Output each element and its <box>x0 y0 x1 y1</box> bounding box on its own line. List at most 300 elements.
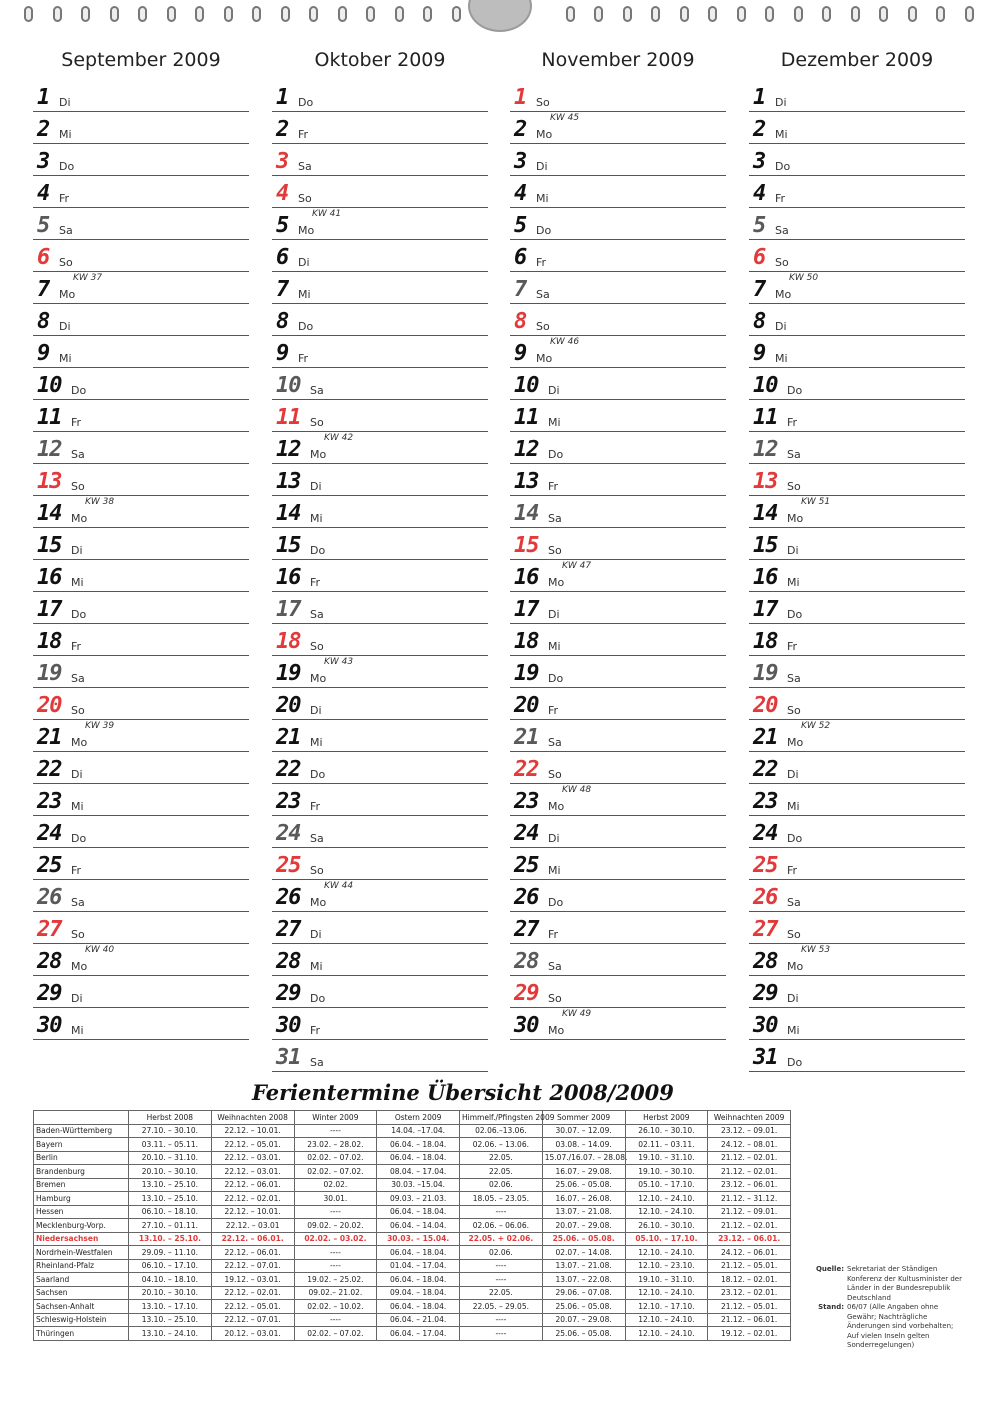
day-row <box>510 176 726 208</box>
table-cell: 15.07./16.07. – 28.08. <box>542 1151 625 1165</box>
state-name: Niedersachsen <box>34 1232 129 1246</box>
day-row <box>749 464 965 496</box>
weekday-label: Mi <box>59 128 72 141</box>
table-cell: 19.12. – 02.01. <box>708 1327 791 1341</box>
table-cell: 12.10. – 24.10. <box>625 1205 708 1219</box>
day-number: 14 <box>37 501 62 526</box>
weekday-label: Di <box>59 320 71 333</box>
table-cell: 27.10. – 30.10. <box>129 1124 212 1138</box>
weekday-label: Do <box>787 1056 803 1069</box>
table-cell: 14.04. –17.04. <box>377 1124 460 1138</box>
weekday-label: Di <box>310 704 322 717</box>
day-number: 20 <box>37 693 62 718</box>
week-number: KW 39 <box>85 721 115 731</box>
day-number: 12 <box>37 437 62 462</box>
table-row <box>34 1313 791 1327</box>
weekday-label: Mi <box>548 640 561 653</box>
day-row <box>272 720 488 752</box>
weekday-label: Mo <box>71 512 88 525</box>
day-number: 22 <box>276 757 301 782</box>
day-row <box>272 816 488 848</box>
week-number: KW 50 <box>789 273 819 283</box>
table-cell: 19.12. – 03.01. <box>211 1273 294 1287</box>
state-name: Saarland <box>34 1273 129 1287</box>
table-cell: 22.05. <box>460 1151 543 1165</box>
column-header: Weihnachten 2008 <box>211 1111 294 1125</box>
weekday-label: Fr <box>787 640 798 653</box>
day-row <box>272 752 488 784</box>
weekday-label: So <box>787 928 801 941</box>
month-dezember <box>749 46 965 1072</box>
day-row <box>272 80 488 112</box>
day-row <box>749 272 965 304</box>
day-row <box>749 944 965 976</box>
day-row <box>33 112 249 144</box>
table-cell: 21.12. – 31.12. <box>708 1192 791 1206</box>
day-number: 24 <box>276 821 301 846</box>
weekday-label: Mi <box>71 1024 84 1037</box>
day-number: 15 <box>276 533 301 558</box>
day-number: 20 <box>753 693 778 718</box>
month-oktober <box>272 46 488 1072</box>
state-name: Bremen <box>34 1178 129 1192</box>
day-number: 12 <box>753 437 778 462</box>
weekday-label: Do <box>71 832 87 845</box>
day-number: 3 <box>276 149 289 174</box>
state-name: Nordrhein-Westfalen <box>34 1246 129 1260</box>
day-row <box>33 432 249 464</box>
table-cell: 02.06. – 13.06. <box>460 1138 543 1152</box>
table-row <box>34 1124 791 1138</box>
table-cell: 12.10. – 24.10. <box>625 1192 708 1206</box>
day-number: 17 <box>37 597 62 622</box>
table-row <box>34 1205 791 1219</box>
table-cell: 25.06. – 05.08. <box>542 1327 625 1341</box>
day-row <box>510 656 726 688</box>
table-cell: 22.05. – 29.05. <box>460 1300 543 1314</box>
table-cell: 29.09. – 11.10. <box>129 1246 212 1260</box>
week-number: KW 52 <box>801 721 831 731</box>
day-row <box>33 880 249 912</box>
table-cell: 06.04. – 14.04. <box>377 1219 460 1233</box>
day-row <box>272 272 488 304</box>
weekday-label: Mi <box>787 576 800 589</box>
weekday-label: Sa <box>310 384 324 397</box>
day-row <box>510 336 726 368</box>
table-cell: 12.10. – 24.10. <box>625 1327 708 1341</box>
table-cell: 24.12. – 06.01. <box>708 1246 791 1260</box>
table-cell: 20.07. – 29.08. <box>542 1219 625 1233</box>
day-number: 10 <box>37 373 62 398</box>
day-number: 27 <box>37 917 62 942</box>
table-cell: 06.04. – 18.04. <box>377 1205 460 1219</box>
state-name: Thüringen <box>34 1327 129 1341</box>
day-row <box>33 336 249 368</box>
ring-icon <box>594 6 603 22</box>
day-row <box>749 976 965 1008</box>
day-number: 6 <box>514 245 527 270</box>
day-row <box>33 368 249 400</box>
month-title: September 2009 <box>61 49 221 71</box>
day-row <box>510 880 726 912</box>
ring-icon <box>395 6 404 22</box>
day-row <box>272 880 488 912</box>
table-cell: 22.12. – 03.01 <box>211 1219 294 1233</box>
weekday-label: Di <box>787 992 799 1005</box>
state-name: Schleswig-Holstein <box>34 1313 129 1327</box>
day-number: 29 <box>276 981 301 1006</box>
column-header: Herbst 2009 <box>625 1111 708 1125</box>
column-header: Ostern 2009 <box>377 1111 460 1125</box>
weekday-label: So <box>310 864 324 877</box>
table-row <box>34 1151 791 1165</box>
table-cell: 26.10. – 30.10. <box>625 1219 708 1233</box>
weekday-label: Do <box>536 224 552 237</box>
weekday-label: So <box>548 768 562 781</box>
weekday-label: Fr <box>71 640 82 653</box>
weekday-label: Mi <box>71 800 84 813</box>
table-cell: ---- <box>460 1205 543 1219</box>
weekday-label: Sa <box>787 672 801 685</box>
weekday-label: So <box>548 992 562 1005</box>
day-row <box>749 816 965 848</box>
table-cell: 30.01. <box>294 1192 377 1206</box>
day-row <box>272 1040 488 1072</box>
table-cell: ---- <box>294 1313 377 1327</box>
weekday-label: Fr <box>71 416 82 429</box>
day-row <box>749 400 965 432</box>
week-number: KW 43 <box>324 657 354 667</box>
table-cell: 02.06. <box>460 1178 543 1192</box>
table-cell: 08.04. – 17.04. <box>377 1165 460 1179</box>
month-september <box>33 46 249 1040</box>
day-row <box>749 848 965 880</box>
table-cell: 22.12. – 07.01. <box>211 1259 294 1273</box>
state-name: Baden-Württemberg <box>34 1124 129 1138</box>
month-title: Dezember 2009 <box>780 49 934 71</box>
weekday-label: Fr <box>548 928 559 941</box>
weekday-label: Fr <box>59 192 70 205</box>
day-row <box>510 80 726 112</box>
weekday-label: Di <box>548 608 560 621</box>
weekday-label: Mi <box>548 864 561 877</box>
day-row <box>510 432 726 464</box>
day-number: 3 <box>37 149 50 174</box>
day-number: 23 <box>276 789 301 814</box>
day-row <box>33 400 249 432</box>
week-number: KW 40 <box>85 945 115 955</box>
ring-icon <box>309 6 318 22</box>
ring-icon <box>879 6 888 22</box>
ring-icon <box>708 6 717 22</box>
table-row <box>34 1219 791 1233</box>
weekday-label: Fr <box>310 800 321 813</box>
day-number: 12 <box>514 437 539 462</box>
week-number: KW 38 <box>85 497 115 507</box>
weekday-label: So <box>71 704 85 717</box>
day-row <box>749 912 965 944</box>
weekday-label: Do <box>548 896 564 909</box>
table-row <box>34 1286 791 1300</box>
weekday-label: Sa <box>310 1056 324 1069</box>
day-number: 9 <box>276 341 289 366</box>
table-cell: 20.10. – 30.10. <box>129 1286 212 1300</box>
table-cell: 02.07. – 14.08. <box>542 1246 625 1260</box>
day-number: 16 <box>276 565 301 590</box>
table-cell: 02.02. – 07.02. <box>294 1165 377 1179</box>
day-number: 2 <box>276 117 289 142</box>
table-cell: 21.12. – 02.01. <box>708 1151 791 1165</box>
day-number: 22 <box>514 757 539 782</box>
weekday-label: Fr <box>298 352 309 365</box>
day-number: 21 <box>753 725 778 750</box>
day-number: 1 <box>37 85 50 110</box>
table-cell: 22.05. <box>460 1165 543 1179</box>
week-number: KW 49 <box>562 1009 592 1019</box>
day-number: 28 <box>753 949 778 974</box>
day-row <box>33 80 249 112</box>
weekday-label: Mi <box>310 736 323 749</box>
weekday-label: Mo <box>536 128 553 141</box>
day-row <box>749 304 965 336</box>
day-number: 7 <box>37 277 50 302</box>
day-row <box>33 560 249 592</box>
day-row <box>510 304 726 336</box>
table-cell: 03.11. – 05.11. <box>129 1138 212 1152</box>
day-row <box>33 688 249 720</box>
weekday-label: Sa <box>298 160 312 173</box>
weekday-label: Di <box>59 96 71 109</box>
weekday-label: Sa <box>310 608 324 621</box>
day-number: 21 <box>276 725 301 750</box>
day-number: 15 <box>37 533 62 558</box>
day-number: 2 <box>514 117 527 142</box>
day-number: 31 <box>276 1045 301 1070</box>
day-number: 18 <box>514 629 539 654</box>
weekday-label: So <box>310 416 324 429</box>
state-name: Sachsen <box>34 1286 129 1300</box>
day-row <box>33 240 249 272</box>
month-title: Oktober 2009 <box>314 49 446 71</box>
ring-icon <box>252 6 261 22</box>
day-row <box>33 208 249 240</box>
day-row <box>33 784 249 816</box>
day-row <box>272 400 488 432</box>
weekday-label: Do <box>548 448 564 461</box>
table-cell: 06.04. – 17.04. <box>377 1327 460 1341</box>
day-row <box>510 496 726 528</box>
table-cell: 02.06.–13.06. <box>460 1124 543 1138</box>
day-number: 10 <box>514 373 539 398</box>
day-number: 9 <box>37 341 50 366</box>
weekday-label: Mo <box>536 352 553 365</box>
day-number: 11 <box>753 405 778 430</box>
ring-icon <box>822 6 831 22</box>
ring-icon <box>965 6 974 22</box>
day-number: 18 <box>753 629 778 654</box>
day-row <box>749 80 965 112</box>
day-number: 4 <box>37 181 50 206</box>
table-cell: ---- <box>294 1205 377 1219</box>
day-number: 4 <box>276 181 289 206</box>
table-cell: 13.07. – 21.08. <box>542 1205 625 1219</box>
weekday-label: So <box>71 928 85 941</box>
table-row <box>34 1178 791 1192</box>
ring-icon <box>423 6 432 22</box>
day-number: 16 <box>37 565 62 590</box>
weekday-label: Mo <box>775 288 792 301</box>
day-row <box>33 944 249 976</box>
day-number: 14 <box>514 501 539 526</box>
table-cell: 12.10. – 24.10. <box>625 1286 708 1300</box>
day-number: 14 <box>276 501 301 526</box>
table-cell: ---- <box>294 1124 377 1138</box>
day-row <box>510 912 726 944</box>
table-cell: 13.07. – 21.08. <box>542 1259 625 1273</box>
day-number: 25 <box>753 853 778 878</box>
weekday-label: Mo <box>71 736 88 749</box>
ring-icon <box>110 6 119 22</box>
day-row <box>33 720 249 752</box>
table-cell: 22.12. – 06.01. <box>211 1178 294 1192</box>
day-row <box>33 848 249 880</box>
day-row <box>33 272 249 304</box>
day-number: 16 <box>753 565 778 590</box>
quelle-text: Sekretariat der Ständigen Konferenz der Kultusminister der Länder in der Bundesrepublik Deutschland <box>847 1265 962 1302</box>
day-number: 1 <box>514 85 527 110</box>
column-header: Himmelf./Pfingsten 2009 <box>460 1111 543 1125</box>
day-row <box>749 208 965 240</box>
day-number: 19 <box>276 661 301 686</box>
state-name: Rheinland-Pfalz <box>34 1259 129 1273</box>
day-number: 14 <box>753 501 778 526</box>
table-cell: 19.10. – 30.10. <box>625 1165 708 1179</box>
table-cell: 06.04. – 18.04. <box>377 1273 460 1287</box>
weekday-label: Mi <box>787 1024 800 1037</box>
state-name: Mecklenburg-Vorp. <box>34 1219 129 1233</box>
day-row <box>510 464 726 496</box>
weekday-label: Sa <box>548 512 562 525</box>
table-cell: 16.07. – 29.08. <box>542 1165 625 1179</box>
ring-icon <box>195 6 204 22</box>
table-row <box>34 1165 791 1179</box>
weekday-label: Sa <box>71 448 85 461</box>
weekday-label: Mi <box>787 800 800 813</box>
day-number: 27 <box>514 917 539 942</box>
weekday-label: Di <box>71 768 83 781</box>
table-cell: 22.12. – 10.01. <box>211 1124 294 1138</box>
day-number: 10 <box>753 373 778 398</box>
weekday-label: Mi <box>775 128 788 141</box>
weekday-label: Mo <box>548 1024 565 1037</box>
table-cell: 12.10. – 24.10. <box>625 1246 708 1260</box>
weekday-label: So <box>536 96 550 109</box>
table-cell: 19.02. – 25.02. <box>294 1273 377 1287</box>
day-number: 20 <box>276 693 301 718</box>
week-number: KW 48 <box>562 785 592 795</box>
table-cell: 02.02. – 10.02. <box>294 1300 377 1314</box>
day-number: 5 <box>514 213 527 238</box>
table-cell: 23.12. – 09.01. <box>708 1124 791 1138</box>
day-number: 25 <box>37 853 62 878</box>
day-row <box>510 240 726 272</box>
weekday-label: Sa <box>310 832 324 845</box>
day-row <box>272 304 488 336</box>
weekday-label: Mi <box>775 352 788 365</box>
table-cell: 29.06. – 07.08. <box>542 1286 625 1300</box>
day-row <box>33 752 249 784</box>
table-cell: 23.02. – 28.02. <box>294 1138 377 1152</box>
state-name: Sachsen-Anhalt <box>34 1300 129 1314</box>
week-number: KW 51 <box>801 497 831 507</box>
table-cell: 09.02.– 21.02. <box>294 1286 377 1300</box>
weekday-label: So <box>548 544 562 557</box>
table-cell: 22.05. + 02.06. <box>460 1232 543 1246</box>
table-cell: 27.10. – 01.11. <box>129 1219 212 1233</box>
ring-icon <box>281 6 290 22</box>
ring-icon <box>224 6 233 22</box>
weekday-label: Fr <box>787 416 798 429</box>
weekday-label: Do <box>310 544 326 557</box>
day-number: 4 <box>514 181 527 206</box>
weekday-label: Di <box>310 928 322 941</box>
weekday-label: Di <box>71 544 83 557</box>
table-cell: 24.12. – 08.01. <box>708 1138 791 1152</box>
weekday-label: Fr <box>548 480 559 493</box>
day-row <box>272 176 488 208</box>
table-cell: 01.04. – 17.04. <box>377 1259 460 1273</box>
table-cell: 25.06. – 05.08. <box>542 1232 625 1246</box>
day-row <box>272 496 488 528</box>
day-number: 28 <box>37 949 62 974</box>
day-row <box>510 144 726 176</box>
table-row <box>34 1259 791 1273</box>
day-row <box>272 144 488 176</box>
weekday-label: So <box>536 320 550 333</box>
table-cell: 12.10. – 17.10. <box>625 1300 708 1314</box>
day-number: 3 <box>753 149 766 174</box>
day-row <box>510 784 726 816</box>
ring-icon <box>24 6 33 22</box>
day-row <box>510 560 726 592</box>
week-number: KW 45 <box>550 113 580 123</box>
day-number: 25 <box>276 853 301 878</box>
day-row <box>510 528 726 560</box>
day-row <box>749 880 965 912</box>
day-row <box>272 368 488 400</box>
weekday-label: Fr <box>298 128 309 141</box>
table-cell: 02.02. – 07.02. <box>294 1327 377 1341</box>
ring-icon <box>623 6 632 22</box>
day-row <box>272 528 488 560</box>
table-cell: 30.03. – 15.04. <box>377 1232 460 1246</box>
weekday-label: Do <box>298 320 314 333</box>
weekday-label: Do <box>298 96 314 109</box>
day-number: 17 <box>514 597 539 622</box>
day-number: 18 <box>276 629 301 654</box>
table-cell: ---- <box>460 1327 543 1341</box>
weekday-label: Fr <box>310 576 321 589</box>
day-row <box>510 848 726 880</box>
weekday-label: Do <box>59 160 75 173</box>
day-number: 6 <box>753 245 766 270</box>
day-row <box>749 784 965 816</box>
day-row <box>33 1008 249 1040</box>
day-row <box>510 400 726 432</box>
weekday-label: Fr <box>787 864 798 877</box>
column-header: Weihnachten 2009 <box>708 1111 791 1125</box>
ring-icon <box>138 6 147 22</box>
